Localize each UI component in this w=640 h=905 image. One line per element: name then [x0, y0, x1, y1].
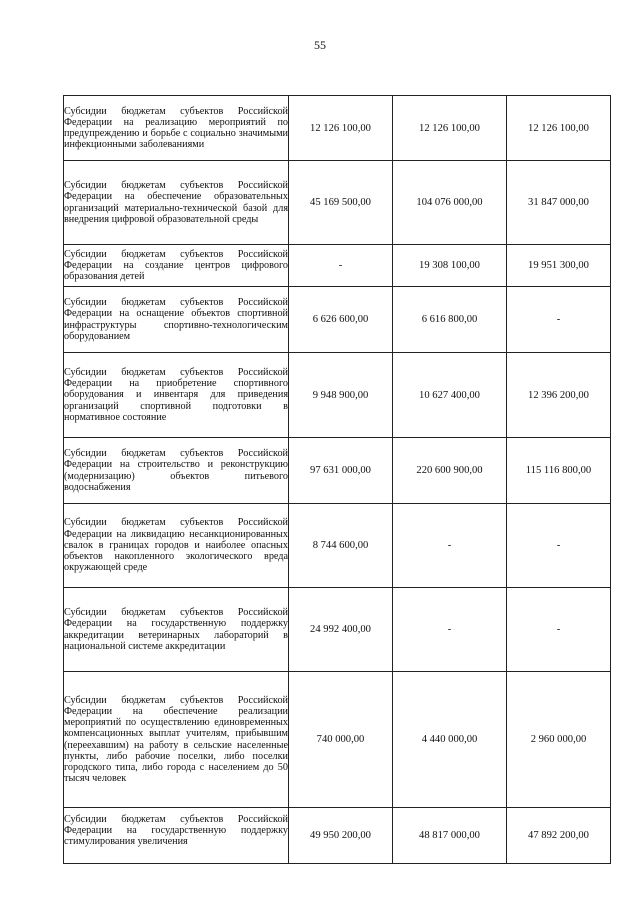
row-description: Субсидии бюджетам субъектов Российской Федерации на оснащение объектов спортивной инфраструктуры спортивно-технологическим оборудованием	[64, 287, 289, 353]
subsidies-table	[63, 95, 611, 864]
row-description: Субсидии бюджетам субъектов Российской Федерации на обеспечение образовательных организаций материально-технической базой для внедрения цифровой образовательной среды	[64, 161, 289, 245]
table-row	[64, 672, 611, 808]
value-cell-year2: 6 616 800,00	[393, 287, 507, 353]
row-description: Субсидии бюджетам субъектов Российской Федерации на приобретение спортивного оборудования и инвентаря для приведения организаций спортивной подготовки в нормативное состояние	[64, 353, 289, 438]
row-description: Субсидии бюджетам субъектов Российской Федерации на государственную поддержку аккредитации ветеринарных лабораторий в национальной системе аккредитации	[64, 588, 289, 672]
value-cell-year2: 10 627 400,00	[393, 353, 507, 438]
value-cell-year3: 115 116 800,00	[507, 438, 611, 504]
value-cell-year1: 97 631 000,00	[289, 438, 393, 504]
value-cell-year1: 9 948 900,00	[289, 353, 393, 438]
table-row	[64, 353, 611, 438]
row-description: Субсидии бюджетам субъектов Российской Федерации на строительство и реконструкцию (модернизацию) объектов питьевого водоснабжения	[64, 438, 289, 504]
value-cell-year1: 740 000,00	[289, 672, 393, 808]
row-description	[64, 808, 289, 864]
table-row	[64, 96, 611, 161]
table-row	[64, 438, 611, 504]
table-row	[64, 245, 611, 287]
value-cell-year3: -	[507, 287, 611, 353]
value-cell-year3: 12 396 200,00	[507, 353, 611, 438]
value-cell-year3: -	[507, 504, 611, 588]
value-cell-year3: 31 847 000,00	[507, 161, 611, 245]
row-description: Субсидии бюджетам субъектов Российской Федерации на ликвидацию несанкционированных свалок в границах городов и наиболее опасных объектов накопленного экологического вреда окружающей среде	[64, 504, 289, 588]
row-description: Субсидии бюджетам субъектов Российской Федерации на обеспечение реализации мероприятий по осуществлению единовременных компенсационных выплат учителям, прибывшим (переехавшим) на работу в сельские населенные пункты, либо рабочие поселки, либо поселки городского типа, либо города с населением до 50 тысяч человек	[64, 672, 289, 808]
value-cell-year1: 6 626 600,00	[289, 287, 393, 353]
row-description-text: Субсидии бюджетам субъектов Российской Федерации на государственную поддержку стимулирования увеличения	[64, 813, 288, 847]
value-cell-year1: 49 950 200,00	[289, 808, 393, 864]
value-cell-year2: 12 126 100,00	[393, 96, 507, 161]
value-cell-year3: 12 126 100,00	[507, 96, 611, 161]
value-cell-year2: 104 076 000,00	[393, 161, 507, 245]
value-cell-year2: 220 600 900,00	[393, 438, 507, 504]
value-cell-year2: 19 308 100,00	[393, 245, 507, 287]
table-row	[64, 504, 611, 588]
row-description: Субсидии бюджетам субъектов Российской Федерации на реализацию мероприятий по предупреждению и борьбе с социально значимыми инфекционными заболеваниями	[64, 96, 289, 161]
value-cell-year2: -	[393, 504, 507, 588]
table-row	[64, 588, 611, 672]
row-description: Субсидии бюджетам субъектов Российской Федерации на создание центров цифрового образования детей	[64, 245, 289, 287]
value-cell-year1: 8 744 600,00	[289, 504, 393, 588]
value-cell-year3: -	[507, 588, 611, 672]
value-cell-year1: 24 992 400,00	[289, 588, 393, 672]
table-row	[64, 808, 611, 864]
value-cell-year1: 12 126 100,00	[289, 96, 393, 161]
table-row	[64, 287, 611, 353]
value-cell-year2: 48 817 000,00	[393, 808, 507, 864]
table-row	[64, 161, 611, 245]
value-cell-year3: 47 892 200,00	[507, 808, 611, 864]
value-cell-year3: 19 951 300,00	[507, 245, 611, 287]
page-number: 55	[314, 38, 326, 52]
value-cell-year2: 4 440 000,00	[393, 672, 507, 808]
value-cell-year1: 45 169 500,00	[289, 161, 393, 245]
value-cell-year3: 2 960 000,00	[507, 672, 611, 808]
value-cell-year1: -	[289, 245, 393, 287]
value-cell-year2: -	[393, 588, 507, 672]
